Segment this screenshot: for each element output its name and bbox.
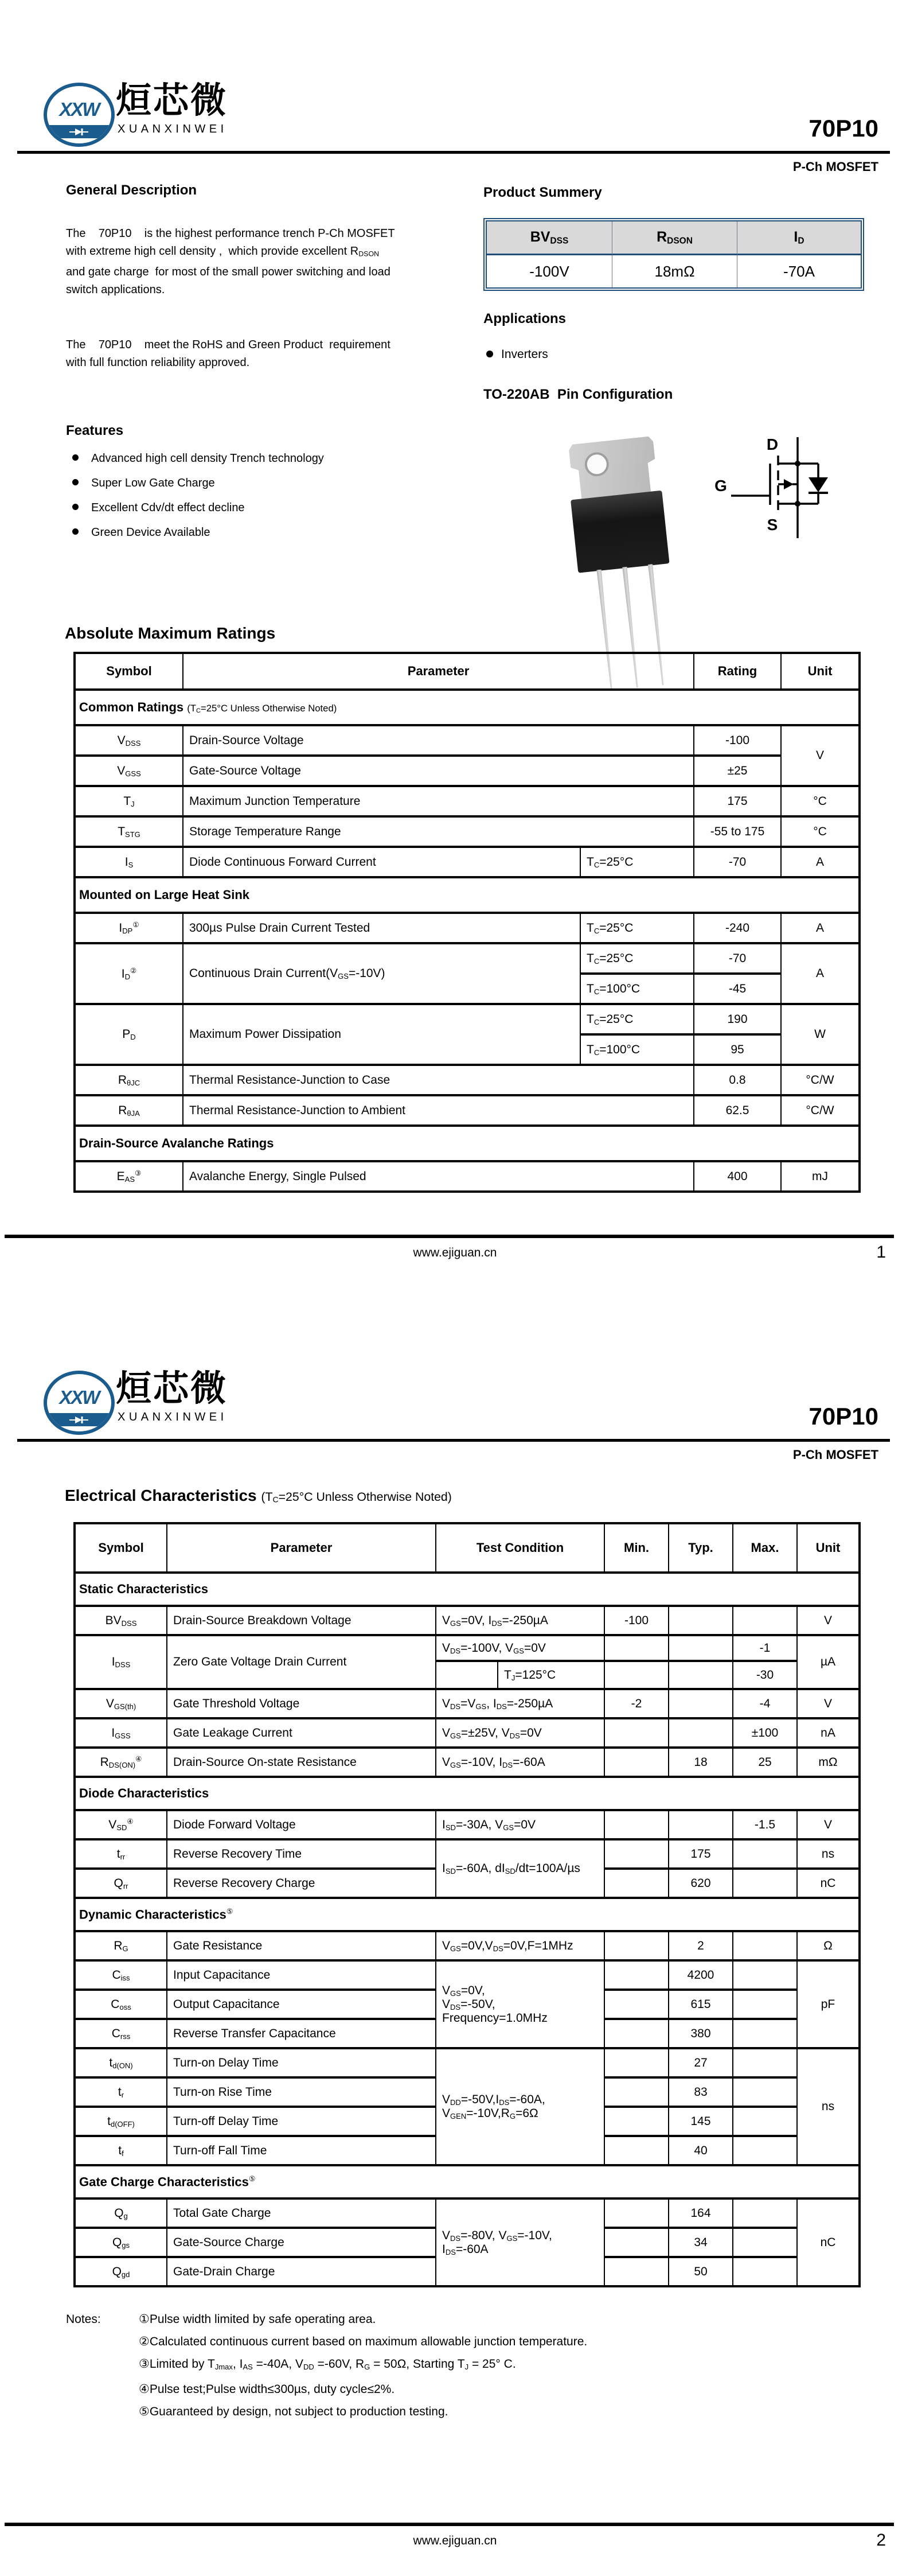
cell-rating: ±25 — [694, 756, 781, 786]
cell-unit: °C/W — [781, 1065, 860, 1095]
cell-symbol: VSD④ — [75, 1810, 167, 1839]
table-row — [75, 1718, 860, 1748]
cell-symbol: tf — [75, 2136, 167, 2165]
table-row — [75, 1960, 860, 1990]
cell-parameter: Gate Threshold Voltage — [167, 1689, 436, 1718]
section-title-electrical-characteristics: Electrical Characteristics (TC=25°C Unless Otherwise Noted) — [65, 1487, 452, 1504]
cell-max — [733, 2198, 797, 2228]
cell-typ: 40 — [669, 2136, 733, 2165]
cell-max — [733, 1606, 797, 1635]
cell-condition: VDS=VGS, IDS=-250µA — [436, 1689, 604, 1718]
section-row — [75, 1898, 860, 1931]
brand-logo — [44, 1369, 399, 1444]
cell-min — [604, 1661, 669, 1689]
table-row — [75, 1748, 860, 1777]
cell-symbol: VDSS — [75, 725, 183, 756]
cell-max — [733, 2077, 797, 2107]
cell-parameter: Reverse Recovery Charge — [167, 1869, 436, 1898]
note-item: ③Limited by TJmax, IAS =-40A, VDD =-60V, RG = 50Ω, Starting TJ = 25° C. — [139, 2357, 516, 2371]
features-list — [72, 452, 324, 551]
cell-rating: -100 — [694, 725, 781, 756]
cell-symbol: td(OFF) — [75, 2107, 167, 2136]
cell-min — [604, 2019, 669, 2048]
cell-max: 25 — [733, 1748, 797, 1777]
logo-monogram: XXW — [59, 1387, 99, 1408]
table-row — [75, 1004, 860, 1034]
table-row — [75, 786, 860, 816]
table-row — [75, 2048, 860, 2077]
table-row — [75, 913, 860, 943]
cell-parameter: Thermal Resistance-Junction to Case — [183, 1065, 694, 1095]
cell-symbol: Crss — [75, 2019, 167, 2048]
cell-typ: 175 — [669, 1839, 733, 1869]
cell-parameter: Drain-Source Voltage — [183, 725, 694, 756]
cell-rating: -55 to 175 — [694, 816, 781, 847]
cell-parameter: Reverse Transfer Capacitance — [167, 2019, 436, 2048]
cell-min — [604, 2107, 669, 2136]
cell-symbol: RG — [75, 1931, 167, 1960]
header-rule — [17, 1439, 890, 1442]
page-2 — [0, 1288, 910, 2576]
cell-parameter: Storage Temperature Range — [183, 816, 694, 847]
cell-min — [604, 1931, 669, 1960]
cell-unit: mJ — [781, 1161, 860, 1192]
cell-max: ±100 — [733, 1718, 797, 1748]
cell-condition: TC=25°C — [580, 913, 694, 943]
cell-parameter: Output Capacitance — [167, 1990, 436, 2019]
bullet-icon — [72, 528, 79, 535]
diode-icon — [69, 128, 89, 136]
page-number: 1 — [876, 1243, 886, 1262]
col-header-max: Max. — [733, 1523, 797, 1573]
cell-unit: V — [781, 725, 860, 786]
notes-list — [139, 2308, 844, 2423]
cell-unit: A — [781, 943, 860, 1004]
cell-symbol: Qrr — [75, 1869, 167, 1898]
cell-symbol: Ciss — [75, 1960, 167, 1990]
cell-symbol: Coss — [75, 1990, 167, 2019]
logo-monogram: XXW — [59, 99, 99, 120]
cell-condition: VGS=±25V, VDS=0V — [436, 1718, 604, 1748]
logo-icon — [44, 83, 115, 147]
cell-rating: 190 — [694, 1004, 781, 1034]
table-row — [75, 1810, 860, 1839]
section-heatsink: Mounted on Large Heat Sink — [75, 877, 860, 913]
cell-symbol: RDS(ON)④ — [75, 1748, 167, 1777]
cell-max — [733, 2136, 797, 2165]
cell-unit: µA — [797, 1635, 860, 1689]
note-item: ④Pulse test;Pulse width≤300µs, duty cycle≤2%. — [139, 2382, 395, 2396]
cell-symbol: IDSS — [75, 1635, 167, 1689]
section-title-features: Features — [66, 423, 124, 438]
table-row — [487, 221, 861, 255]
cell-min — [604, 2048, 669, 2077]
col-header-min: Min. — [604, 1523, 669, 1573]
cell-symbol: PD — [75, 1004, 183, 1065]
cell-symbol: TSTG — [75, 816, 183, 847]
section-common-ratings: Common Ratings (TC=25°C Unless Otherwise Noted) — [75, 690, 860, 725]
cell-symbol: Qgs — [75, 2228, 167, 2257]
col-header-symbol: Symbol — [75, 653, 183, 690]
cell-max — [733, 1960, 797, 1990]
cell-max — [733, 2019, 797, 2048]
col-header-id: ID — [737, 221, 861, 255]
pin-label-s: S — [767, 516, 778, 534]
cell-rating: -70 — [694, 847, 781, 877]
col-header-bvdss: BVDSS — [487, 221, 612, 255]
cell-condition: VDS=-80V, VGS=-10V, IDS=-60A — [436, 2198, 604, 2286]
cell-min — [604, 1718, 669, 1748]
col-header-rdson: RDSON — [612, 221, 737, 255]
cell-max — [733, 2257, 797, 2286]
cell-typ: 615 — [669, 1990, 733, 2019]
logo-icon — [44, 1371, 115, 1435]
cell-typ: 2 — [669, 1931, 733, 1960]
cell-parameter: Gate-Source Charge — [167, 2228, 436, 2257]
cell-unit: V — [797, 1606, 860, 1635]
cell-min — [604, 2136, 669, 2165]
cell-unit: A — [781, 847, 860, 877]
section-row — [75, 877, 860, 913]
note-item: ⑤Guaranteed by design, not subject to production testing. — [139, 2404, 448, 2418]
section-avalanche: Drain-Source Avalanche Ratings — [75, 1126, 860, 1161]
cell-parameter: Maximum Junction Temperature — [183, 786, 694, 816]
table-row — [75, 1635, 860, 1661]
cell-symbol: EAS③ — [75, 1161, 183, 1192]
section-row — [75, 690, 860, 725]
table-row — [75, 2198, 860, 2228]
cell-parameter: Drain-Source Breakdown Voltage — [167, 1606, 436, 1635]
cell-symbol: BVDSS — [75, 1606, 167, 1635]
cell-max: -1 — [733, 1635, 797, 1661]
application-item: Inverters — [486, 348, 548, 361]
split-spacer — [436, 1662, 498, 1688]
table-header-row — [75, 653, 860, 690]
cell-min — [604, 1635, 669, 1661]
section-dynamic: Dynamic Characteristics⑤ — [75, 1898, 860, 1931]
cell-rating: 62.5 — [694, 1095, 781, 1126]
feature-item: Excellent Cdv/dt effect decline — [72, 501, 324, 515]
table-row — [75, 943, 860, 974]
header-rule — [17, 151, 890, 154]
cell-parameter: 300µs Pulse Drain Current Tested — [183, 913, 580, 943]
cell-typ: 164 — [669, 2198, 733, 2228]
brand-name-en: XUANXINWEI — [118, 1411, 228, 1423]
cell-min: -2 — [604, 1689, 669, 1718]
cell-condition: VGS=-10V, IDS=-60A — [436, 1748, 604, 1777]
table-row — [75, 1839, 860, 1869]
cell-typ: 145 — [669, 2107, 733, 2136]
feature-item: Green Device Available — [72, 526, 324, 539]
cell-condition: TC=100°C — [580, 1034, 694, 1065]
cell-typ — [669, 1718, 733, 1748]
section-title-product-summary: Product Summery — [483, 185, 602, 200]
package-image — [552, 431, 698, 661]
cell-unit: V — [797, 1689, 860, 1718]
section-title-pin-configuration: TO-220AB Pin Configuration — [483, 387, 673, 402]
table-row — [75, 847, 860, 877]
cell-unit: mΩ — [797, 1748, 860, 1777]
cell-symbol: IS — [75, 847, 183, 877]
col-header-test-condition: Test Condition — [436, 1523, 604, 1573]
pin-label-d: D — [766, 435, 779, 453]
section-row — [75, 2165, 860, 2198]
cell-max — [733, 2107, 797, 2136]
section-row — [75, 1573, 860, 1606]
cell-min — [604, 1960, 669, 1990]
product-summary-table — [486, 220, 862, 289]
cell-parameter: Diode Forward Voltage — [167, 1810, 436, 1839]
cell-unit: nA — [797, 1718, 860, 1748]
col-header-symbol: Symbol — [75, 1523, 167, 1573]
amr-table — [73, 652, 861, 1193]
footer-url: www.ejiguan.cn — [413, 1246, 497, 1259]
cell-typ: 380 — [669, 2019, 733, 2048]
cell-parameter: Thermal Resistance-Junction to Ambient — [183, 1095, 694, 1126]
notes-label: Notes: — [66, 2313, 101, 2326]
cell-parameter: Gate Leakage Current — [167, 1718, 436, 1748]
logo-band — [47, 1413, 111, 1426]
cell-typ — [669, 1635, 733, 1661]
bullet-icon — [486, 351, 493, 357]
cell-typ — [669, 1689, 733, 1718]
cell-symbol: VGSS — [75, 756, 183, 786]
cell-condition: VGS=0V, VDS=-50V, Frequency=1.0MHz — [436, 1960, 604, 2048]
cell-typ: 50 — [669, 2257, 733, 2286]
col-header-typ: Typ. — [669, 1523, 733, 1573]
section-row — [75, 1126, 860, 1161]
cell-rating: 400 — [694, 1161, 781, 1192]
cell-parameter: Drain-Source On-state Resistance — [167, 1748, 436, 1777]
cell-parameter: Avalanche Energy, Single Pulsed — [183, 1161, 694, 1192]
cell-min: -100 — [604, 1606, 669, 1635]
cell-unit: Ω — [797, 1931, 860, 1960]
cell-typ — [669, 1606, 733, 1635]
cell-unit: ns — [797, 2048, 860, 2165]
cell-unit: V — [797, 1810, 860, 1839]
cell-symbol: td(ON) — [75, 2048, 167, 2077]
table-row — [75, 756, 860, 786]
section-diode: Diode Characteristics — [75, 1777, 860, 1810]
cell-typ: 620 — [669, 1869, 733, 1898]
cell-condition: VDD=-50V,IDS=-60A, VGEN=-10V,RG=6Ω — [436, 2048, 604, 2165]
cell-min — [604, 1810, 669, 1839]
pin-label-g: G — [714, 477, 727, 495]
cell-parameter: Turn-off Delay Time — [167, 2107, 436, 2136]
cell-rating: 95 — [694, 1034, 781, 1065]
cell-symbol: RθJC — [75, 1065, 183, 1095]
brand-name-cn: 烜芯微 — [116, 1367, 228, 1409]
logo-band — [47, 125, 111, 138]
cell-typ: 34 — [669, 2228, 733, 2257]
brand-name-cn: 烜芯微 — [116, 79, 228, 121]
cell-unit: nC — [797, 2198, 860, 2286]
table-row — [75, 1689, 860, 1718]
cell-parameter: Maximum Power Dissipation — [183, 1004, 580, 1065]
cell-typ — [669, 1810, 733, 1839]
cell-symbol: RθJA — [75, 1095, 183, 1126]
cell-parameter: Reverse Recovery Time — [167, 1839, 436, 1869]
cell-max — [733, 2048, 797, 2077]
cell-parameter: Total Gate Charge — [167, 2198, 436, 2228]
cell-symbol: IDP① — [75, 913, 183, 943]
cell-parameter: Continuous Drain Current(VGS=-10V) — [183, 943, 580, 1004]
cell-condition: TC=100°C — [580, 974, 694, 1004]
cell-unit: ns — [797, 1839, 860, 1869]
cell-unit: A — [781, 913, 860, 943]
cell-parameter: Diode Continuous Forward Current — [183, 847, 580, 877]
cell-parameter: Input Capacitance — [167, 1960, 436, 1990]
cell-max — [733, 1839, 797, 1869]
package-body — [571, 491, 670, 573]
col-header-unit: Unit — [781, 653, 860, 690]
cell-max: -1.5 — [733, 1810, 797, 1839]
cell-condition: ISD=-30A, VGS=0V — [436, 1810, 604, 1839]
col-header-rating: Rating — [694, 653, 781, 690]
note-item: ②Calculated continuous current based on maximum allowable junction temperature. — [139, 2335, 588, 2348]
cell-symbol: Qg — [75, 2198, 167, 2228]
cell-symbol: ID② — [75, 943, 183, 1004]
cell-min — [604, 1869, 669, 1898]
cell-min — [604, 2257, 669, 2286]
cell-parameter: Gate-Drain Charge — [167, 2257, 436, 2286]
cell-max — [733, 2228, 797, 2257]
section-title-general-description: General Description — [66, 182, 197, 198]
cell-typ — [669, 1661, 733, 1689]
value-rdson: 18mΩ — [612, 255, 737, 287]
cell-parameter: Turn-on Rise Time — [167, 2077, 436, 2107]
part-number: 70P10 — [809, 1403, 878, 1430]
part-number: 70P10 — [809, 115, 878, 142]
cell-rating: -45 — [694, 974, 781, 1004]
brand-name-en: XUANXINWEI — [118, 123, 228, 135]
value-bvdss: -100V — [487, 255, 612, 287]
cell-parameter: Turn-off Fall Time — [167, 2136, 436, 2165]
cell-typ: 18 — [669, 1748, 733, 1777]
table-row — [75, 1606, 860, 1635]
cell-min — [604, 1748, 669, 1777]
cell-min — [604, 2198, 669, 2228]
cell-parameter: Zero Gate Voltage Drain Current — [167, 1635, 436, 1689]
cell-symbol: trr — [75, 1839, 167, 1869]
cell-condition: TC=25°C — [580, 847, 694, 877]
cell-typ: 83 — [669, 2077, 733, 2107]
diode-icon — [69, 1416, 89, 1424]
footer-rule — [5, 2523, 894, 2526]
cell-min — [604, 2077, 669, 2107]
table-row — [75, 725, 860, 756]
cell-unit: W — [781, 1004, 860, 1065]
cell-condition: VGS=0V,VDS=0V,F=1MHz — [436, 1931, 604, 1960]
cell-rating: 175 — [694, 786, 781, 816]
col-header-parameter: Parameter — [183, 653, 694, 690]
cell-parameter: Turn-on Delay Time — [167, 2048, 436, 2077]
cell-symbol: IGSS — [75, 1718, 167, 1748]
section-title-applications: Applications — [483, 311, 567, 326]
footer-url: www.ejiguan.cn — [413, 2534, 497, 2547]
table-row — [75, 816, 860, 847]
bullet-icon — [72, 504, 79, 510]
table-header-row — [75, 1523, 860, 1573]
cell-rating: -70 — [694, 943, 781, 974]
section-gate-charge: Gate Charge Characteristics⑤ — [75, 2165, 860, 2198]
table-row — [75, 1065, 860, 1095]
cell-min — [604, 2228, 669, 2257]
cell-min — [604, 1839, 669, 1869]
cell-unit: °C/W — [781, 1095, 860, 1126]
cell-condition: VGS=0V, IDS=-250µA — [436, 1606, 604, 1635]
footer-rule — [5, 1235, 894, 1238]
cell-parameter: Gate Resistance — [167, 1931, 436, 1960]
col-header-unit: Unit — [797, 1523, 860, 1573]
bullet-icon — [72, 454, 79, 461]
cell-rating: -240 — [694, 913, 781, 943]
cell-unit: °C — [781, 786, 860, 816]
cell-condition: TC=25°C — [580, 943, 694, 974]
general-description-paragraph-2: The 70P10 meet the RoHS and Green Product requirement with full function reliability approved. — [66, 338, 394, 369]
cell-symbol: TJ — [75, 786, 183, 816]
cell-parameter: Gate-Source Voltage — [183, 756, 694, 786]
cell-condition: TC=25°C — [580, 1004, 694, 1034]
cell-max: -30 — [733, 1661, 797, 1689]
cell-symbol: tr — [75, 2077, 167, 2107]
feature-item: Advanced high cell density Trench technology — [72, 452, 324, 465]
bullet-icon — [72, 479, 79, 485]
mosfet-symbol — [713, 434, 830, 543]
cell-condition: ISD=-60A, dISD/dt=100A/µs — [436, 1839, 604, 1898]
cell-symbol: VGS(th) — [75, 1689, 167, 1718]
cell-condition: VDS=-100V, VGS=0V — [436, 1635, 604, 1661]
page-number: 2 — [876, 2531, 886, 2550]
col-header-parameter: Parameter — [167, 1523, 436, 1573]
cell-typ: 27 — [669, 2048, 733, 2077]
value-id: -70A — [737, 255, 861, 287]
device-type: P-Ch MOSFET — [792, 1447, 878, 1462]
cell-max — [733, 1931, 797, 1960]
brand-logo — [44, 81, 399, 156]
cell-unit: nC — [797, 1869, 860, 1898]
cell-unit: °C — [781, 816, 860, 847]
ec-table — [73, 1522, 861, 2287]
table-row — [75, 1095, 860, 1126]
cell-min — [604, 1990, 669, 2019]
section-row — [75, 1777, 860, 1810]
cell-symbol: Qgd — [75, 2257, 167, 2286]
cell-rating: 0.8 — [694, 1065, 781, 1095]
general-description-paragraph-1: The 70P10 is the highest performance trench P-Ch MOSFET with extreme high cell density , which provide excellent RDSON and gate charge for most of the small power switching and load switch applications. — [66, 227, 398, 296]
section-title-absolute-maximum-ratings: Absolute Maximum Ratings — [65, 624, 276, 642]
feature-item: Super Low Gate Charge — [72, 477, 324, 490]
note-item: ①Pulse width limited by safe operating area. — [139, 2313, 376, 2326]
table-row — [75, 1161, 860, 1192]
cell-unit: pF — [797, 1960, 860, 2048]
cell-max — [733, 1869, 797, 1898]
cell-max: -4 — [733, 1689, 797, 1718]
device-type: P-Ch MOSFET — [792, 159, 878, 174]
table-row — [487, 255, 861, 287]
table-row — [75, 1931, 860, 1960]
cell-condition: TJ=125°C — [436, 1661, 604, 1689]
cell-max — [733, 1990, 797, 2019]
section-static: Static Characteristics — [75, 1573, 860, 1606]
cell-typ: 4200 — [669, 1960, 733, 1990]
